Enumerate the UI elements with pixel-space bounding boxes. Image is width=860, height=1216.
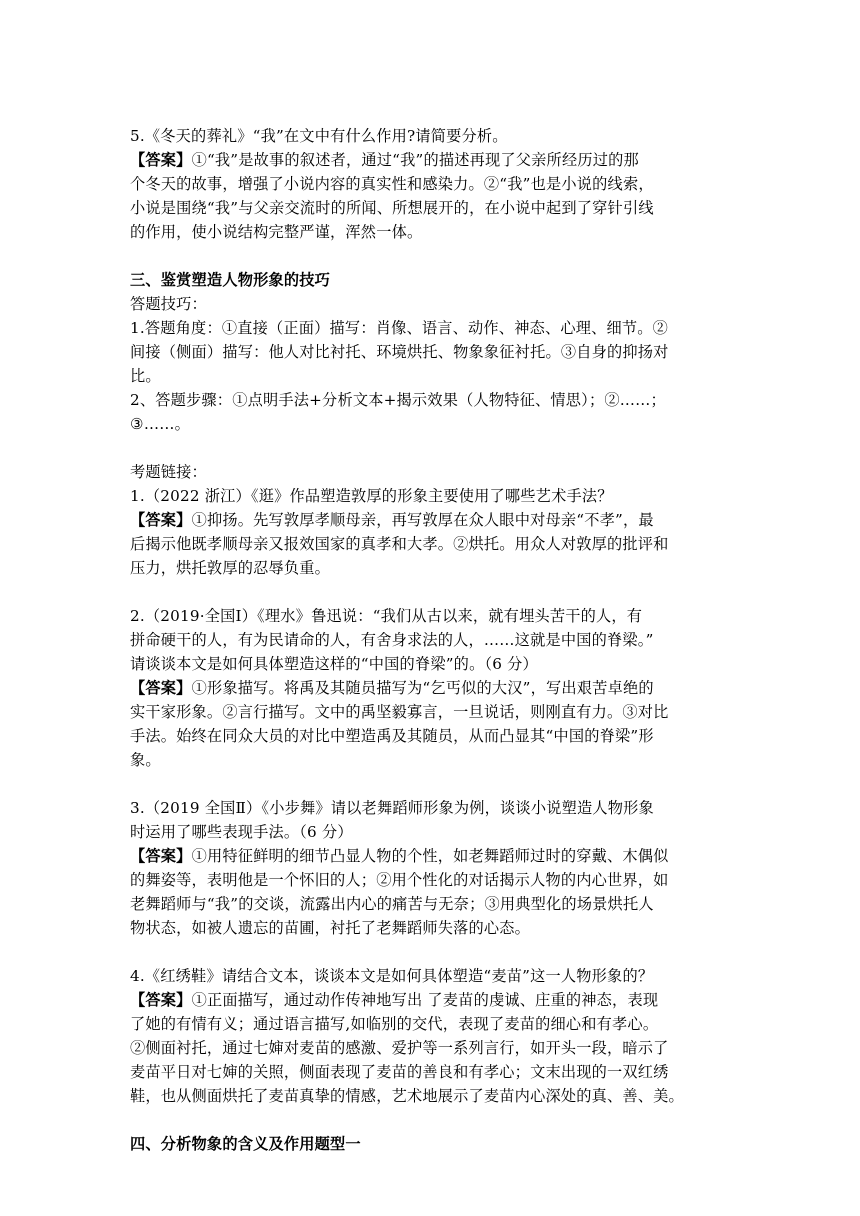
paragraph-gap <box>130 436 730 460</box>
answer-label: 【答案】 <box>130 151 192 169</box>
answer-text: ①形象描写。将禹及其随员描写为“乞丐似的大汉”，写出艰苦卓绝的 <box>191 679 654 697</box>
paragraph-gap <box>130 940 730 964</box>
text-line: 后揭示他既孝顺母亲又报效国家的真孝和大孝。②烘托。用众人对敦厚的批评和 <box>130 535 669 553</box>
text-line: 考题链接： <box>130 463 207 481</box>
answer-text: ①抑扬。先写敦厚孝顺母亲，再写敦厚在众人眼中对母亲“不孝”，最 <box>191 511 654 529</box>
text-line: 实干家形象。②言行描写。文中的禹坚毅寡言，一旦说话，则刚直有力。③对比 <box>130 703 669 721</box>
text-line: 2.（2019·全国Ⅰ）《理水》鲁迅说：“我们从古以来，就有埋头苦干的人，有 <box>130 607 643 625</box>
text-line: 物状态，如被人遗忘的苗圃，衬托了老舞蹈师失落的心态。 <box>130 919 531 937</box>
answer-text: ①正面描写，通过动作传神地写出 了麦苗的虔诚、庄重的神态，表现 <box>191 991 659 1009</box>
text-line <box>130 844 730 868</box>
text-line: 的作用，使小说结构完整严谨，浑然一体。 <box>130 223 423 241</box>
text-line <box>130 676 730 700</box>
text-line <box>130 508 730 532</box>
text-line <box>130 148 730 172</box>
text-line: ③……。 <box>130 415 190 433</box>
answer-text: ①“我”是故事的叙述者，通过“我”的描述再现了父亲所经历过的那 <box>191 151 639 169</box>
text-line: 4.《红绣鞋》请结合文本，谈谈本文是如何具体塑造“麦苗”这一人物形象的？ <box>130 967 654 985</box>
text-line: 了她的有情有义；通过语言描写,如临别的交代，表现了麦苗的细心和有孝心。 <box>130 1015 659 1033</box>
answer-label: 【答案】 <box>130 991 192 1009</box>
answer-text: ①用特征鲜明的细节凸显人物的个性，如老舞蹈师过时的穿戴、木偶似 <box>191 847 669 865</box>
text-line: 2、答题步骤：①点明手法+分析文本+揭示效果（人物特征、情思）；②……； <box>130 391 666 409</box>
paragraph-gap <box>130 1108 730 1132</box>
paragraph-gap <box>130 244 730 268</box>
text-line: 3.（2019 全国Ⅱ）《小步舞》请以老舞蹈师形象为例，谈谈小说塑造人物形象 <box>130 799 654 817</box>
text-line: 的舞姿等，表明他是一个怀旧的人；②用个性化的对话揭示人物的内心世界，如 <box>130 871 669 889</box>
text-line: 手法。始终在同众大员的对比中塑造禹及其随员，从而凸显其“中国的脊梁”形 <box>130 727 654 745</box>
text-line: 1.（2022 浙江）《逛》作品塑造敦厚的形象主要使用了哪些艺术手法？ <box>130 487 613 505</box>
answer-label: 【答案】 <box>130 847 192 865</box>
text-line: 小说是围绕“我”与父亲交流时的所闻、所想展开的，在小说中起到了穿针引线 <box>130 199 654 217</box>
text-line: 鞋，也从侧面烘托了麦苗真挚的情感，艺术地展示了麦苗内心深处的真、善、美。 <box>130 1087 684 1105</box>
text-line: 比。 <box>130 367 161 385</box>
document-page <box>130 124 730 1156</box>
text-line: 个冬天的故事，增强了小说内容的真实性和感染力。②“我”也是小说的线索， <box>130 175 654 193</box>
text-line: 拼命硬干的人，有为民请命的人，有舍身求法的人，……这就是中国的脊梁。” <box>130 631 654 649</box>
text-line: 麦苗平日对七婶的关照，侧面表现了麦苗的善良和有孝心；文末出现的一双红绣 <box>130 1063 669 1081</box>
text-line: 象。 <box>130 751 161 769</box>
text-line: 时运用了哪些表现手法。（6 分） <box>130 823 353 841</box>
answer-label: 【答案】 <box>130 679 192 697</box>
text-line: 5.《冬天的葬礼》“我”在文中有什么作用?请简要分析。 <box>130 127 508 145</box>
text-line: 请谈谈本文是如何具体塑造这样的“中国的脊梁”的。（6 分） <box>130 655 538 673</box>
paragraph-gap <box>130 580 730 604</box>
text-line: 答题技巧： <box>130 295 207 313</box>
text-line: ②侧面衬托，通过七婶对麦苗的感激、爱护等一系列言行，如开头一段，暗示了 <box>130 1039 669 1057</box>
answer-label: 【答案】 <box>130 511 192 529</box>
text-line: 1.答题角度：①直接（正面）描写：肖像、语言、动作、神态、心理、细节。② <box>130 319 669 337</box>
text-line: 老舞蹈师与“我”的交谈，流露出内心的痛苦与无奈；③用典型化的场景烘托人 <box>130 895 654 913</box>
text-line: 间接（侧面）描写：他人对比衬托、环境烘托、物象象征衬托。③自身的抑扬对 <box>130 343 669 361</box>
text-line <box>130 988 730 1012</box>
paragraph-gap <box>130 772 730 796</box>
section-heading: 三、鉴赏塑造人物形象的技巧 <box>130 271 331 289</box>
section-heading: 四、分析物象的含义及作用题型一 <box>130 1135 361 1153</box>
text-line: 压力，烘托敦厚的忍辱负重。 <box>130 559 331 577</box>
